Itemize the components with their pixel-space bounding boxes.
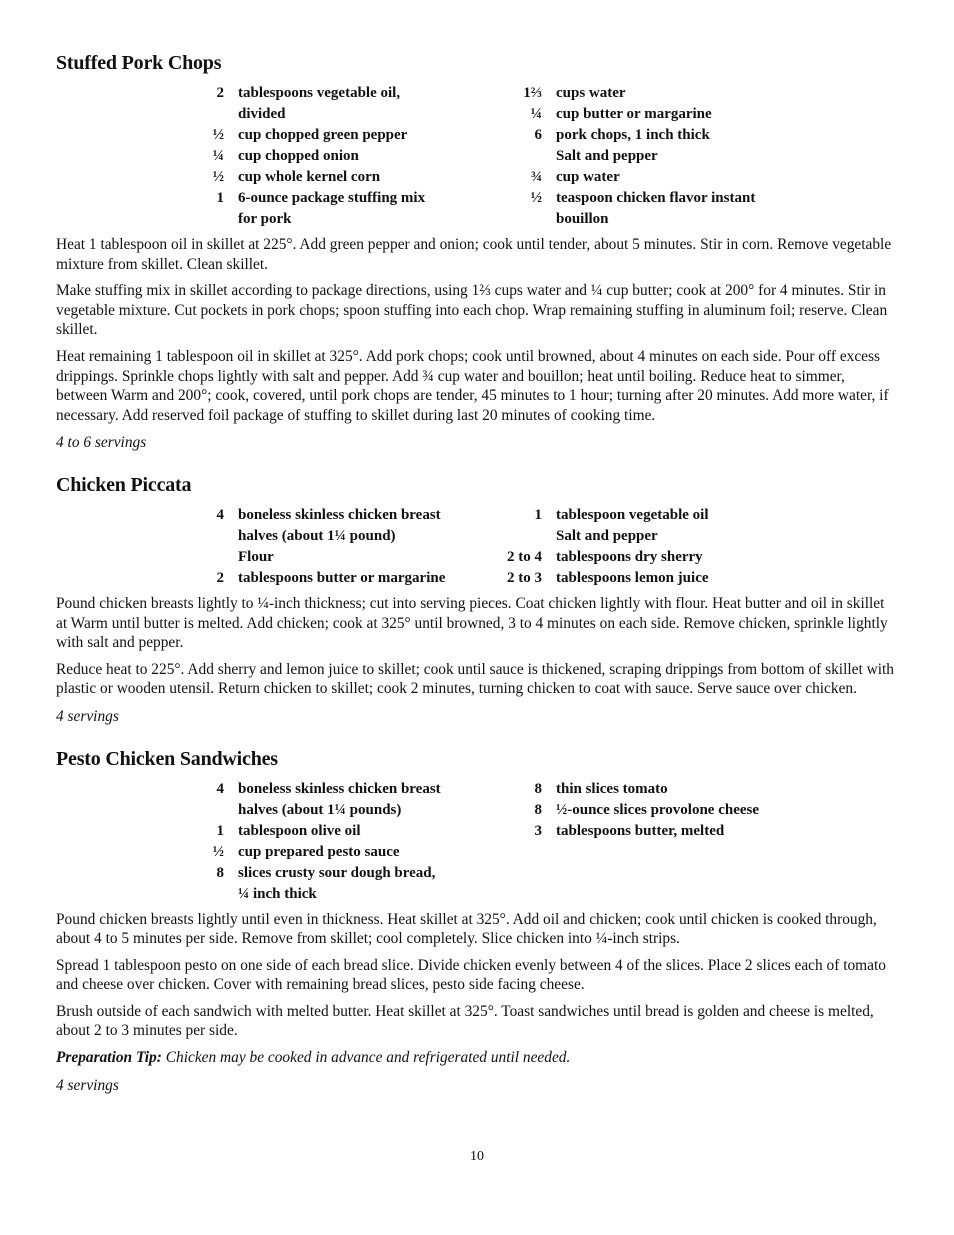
instruction-paragraph: Heat 1 tablespoon oil in skillet at 225°. Add green pepper and onion; cook until tender, about 5 minutes. Stir in corn. Remove vegetable mixture from skillet. Clean skillet. bbox=[56, 236, 892, 273]
ingredient-qty bbox=[504, 146, 542, 167]
recipe-title: Pesto Chicken Sandwiches bbox=[56, 747, 278, 770]
ingredient-item: cup chopped green pepper bbox=[238, 127, 408, 143]
servings-note: 4 servings bbox=[56, 1076, 119, 1094]
ingredient-column-left bbox=[196, 779, 504, 905]
ingredient-item: Salt and pepper bbox=[556, 148, 658, 164]
ingredient-row bbox=[504, 146, 824, 167]
recipe-stuffed-pork-chops bbox=[56, 50, 898, 453]
instruction-paragraph: Pound chicken breasts lightly until even in thickness. Heat skillet at 325°. Add oil and chicken; cook until chicken is cooked through, about 4 to 5 minutes per side. Remove from skillet; cool completely. Slice chicken into ¼-inch strips. bbox=[56, 910, 877, 948]
ingredient-qty: 2 to 3 bbox=[507, 569, 542, 586]
ingredient-qty: ½ bbox=[212, 169, 224, 185]
ingredient-qty: ½ bbox=[212, 843, 224, 860]
ingredient-item: tablespoons butter or margarine bbox=[238, 569, 446, 586]
ingredient-list bbox=[56, 779, 898, 905]
ingredient-item: boneless skinless chicken breast halves (about 1¼ pound) bbox=[238, 506, 441, 544]
instruction-paragraph: Spread 1 tablespoon pesto on one side of each bread slice. Divide chicken evenly between 4 of the slices. Place 2 slices each of tomato and cheese over chicken. Cover with remaining bread slices, pesto side facing cheese. bbox=[56, 956, 886, 994]
instruction-paragraph: Pound chicken breasts lightly to ¼-inch thickness; cut into serving pieces. Coat chicken lightly with flour. Heat butter and oil in skillet at Warm until butter is melted. Add chicken; cook at 325° until browned, 3 to 4 minutes on each side. Remove chicken, sprinkle lightly with salt and pepper. bbox=[56, 594, 888, 652]
ingredient-item: cup water bbox=[556, 169, 620, 185]
ingredient-item: cup butter or margarine bbox=[556, 106, 712, 122]
ingredient-qty: 8 bbox=[534, 801, 542, 818]
ingredient-qty: 2 to 4 bbox=[507, 548, 542, 565]
ingredient-qty: 3 bbox=[534, 822, 542, 839]
instruction-paragraph: Reduce heat to 225°. Add sherry and lemon juice to skillet; cook until sauce is thickened, scraping drippings from bottom of skillet with plastic or wooden utensil. Return chicken to skillet; cook 2 minutes, turning chicken to coat with sauce. Serve sauce over chicken. bbox=[56, 660, 894, 698]
recipe-title: Chicken Piccata bbox=[56, 473, 192, 496]
instruction-paragraph: Brush outside of each sandwich with melted butter. Heat skillet at 325°. Toast sandwiches until bread is golden and cheese is melted, about 2 to 3 minutes per side. bbox=[56, 1002, 874, 1040]
ingredient-item: cup chopped onion bbox=[238, 148, 359, 164]
ingredient-qty: ½ bbox=[530, 190, 542, 206]
ingredient-row bbox=[504, 821, 824, 842]
instruction-paragraph: Heat remaining 1 tablespoon oil in skillet at 325°. Add pork chops; cook until browned, about 4 minutes on each side. Pour off excess drippings. Sprinkle chops lightly with salt and pepper. Add ¾ cup water and bouillon; heat until boiling. Reduce heat to simmer, between Warm and 200°; cook, covered, until pork chops are tender, 45 minutes to 1 hour; turning after 20 minutes. Add more water, if necessary. Add reserved foil package of stuffing to skillet during last 20 minutes of cooking time. bbox=[56, 347, 889, 424]
ingredient-qty: 6 bbox=[534, 127, 542, 143]
ingredient-column-right bbox=[504, 83, 824, 230]
ingredient-item: slices crusty sour dough bread, ¼ inch thick bbox=[238, 864, 436, 902]
ingredient-qty bbox=[504, 526, 542, 547]
ingredient-column-left bbox=[196, 505, 504, 589]
recipe-page bbox=[56, 50, 898, 1114]
ingredient-qty: ¼ bbox=[530, 106, 542, 122]
ingredient-item: Flour bbox=[238, 548, 274, 565]
ingredient-row bbox=[504, 779, 824, 800]
ingredient-row bbox=[504, 167, 824, 188]
ingredient-item: cup prepared pesto sauce bbox=[238, 843, 400, 860]
preparation-tip bbox=[56, 1048, 898, 1068]
recipe-chicken-piccata bbox=[56, 472, 898, 727]
ingredient-qty: 4 bbox=[216, 506, 224, 523]
recipe-pesto-chicken-sandwiches bbox=[56, 746, 898, 1096]
ingredient-qty: 2 bbox=[216, 569, 224, 586]
ingredient-item: cup whole kernel corn bbox=[238, 169, 381, 185]
ingredient-row bbox=[196, 125, 504, 146]
ingredient-row bbox=[196, 505, 504, 547]
ingredient-item: cups water bbox=[556, 85, 626, 101]
tip-label: Preparation Tip: bbox=[56, 1049, 162, 1067]
ingredient-row bbox=[196, 568, 504, 589]
page-number: 10 bbox=[470, 1149, 484, 1164]
servings-note: 4 servings bbox=[56, 707, 119, 725]
tip-text: Chicken may be cooked in advance and refrigerated until needed. bbox=[165, 1049, 571, 1067]
servings-note: 4 to 6 servings bbox=[56, 434, 147, 452]
ingredient-qty: ¾ bbox=[530, 169, 542, 185]
ingredient-row bbox=[196, 146, 504, 167]
ingredient-row bbox=[504, 125, 824, 146]
instruction-paragraph: Make stuffing mix in skillet according to package directions, using 1⅔ cups water and ¼ cup butter; cook at 200° for 4 minutes. Stir in vegetable mixture. Cut pockets in pork chops; spoon stuffing into each chop. Wrap remaining stuffing in aluminum foil; reserve. Clean skillet. bbox=[56, 282, 888, 339]
ingredient-item: teaspoon chicken flavor instant bouillon bbox=[556, 190, 756, 227]
ingredient-item: tablespoons dry sherry bbox=[556, 548, 703, 565]
ingredient-item: tablespoons vegetable oil, divided bbox=[238, 85, 401, 122]
ingredient-qty bbox=[196, 547, 224, 568]
ingredient-qty: 2 bbox=[216, 85, 224, 101]
ingredient-column-right bbox=[504, 505, 824, 589]
ingredient-row bbox=[504, 568, 824, 589]
ingredient-row bbox=[196, 779, 504, 821]
ingredient-row bbox=[504, 505, 824, 526]
ingredient-qty: 4 bbox=[216, 780, 224, 797]
ingredient-item: boneless skinless chicken breast halves (about 1¼ pounds) bbox=[238, 780, 441, 818]
ingredient-list bbox=[56, 505, 898, 589]
ingredient-qty: 1⅔ bbox=[523, 85, 542, 101]
ingredient-list bbox=[56, 83, 898, 230]
ingredient-column-right bbox=[504, 779, 824, 905]
ingredient-row bbox=[196, 821, 504, 842]
ingredient-row bbox=[196, 842, 504, 863]
ingredient-item: 6-ounce package stuffing mix for pork bbox=[238, 190, 426, 227]
ingredient-item: tablespoons lemon juice bbox=[556, 569, 709, 586]
ingredient-qty: ½ bbox=[212, 127, 224, 143]
ingredient-item: Salt and pepper bbox=[556, 527, 658, 544]
ingredient-column-left bbox=[196, 83, 504, 230]
ingredient-qty: 1 bbox=[534, 506, 542, 523]
ingredient-row bbox=[504, 800, 824, 821]
ingredient-qty: 8 bbox=[534, 780, 542, 797]
ingredient-item: tablespoon vegetable oil bbox=[556, 506, 709, 523]
ingredient-row bbox=[504, 188, 824, 230]
ingredient-row bbox=[196, 188, 504, 230]
ingredient-item: tablespoons butter, melted bbox=[556, 822, 725, 839]
ingredient-item: pork chops, 1 inch thick bbox=[556, 127, 710, 143]
ingredient-qty: 8 bbox=[216, 864, 224, 881]
ingredient-row bbox=[196, 167, 504, 188]
ingredient-item: thin slices tomato bbox=[556, 780, 668, 797]
ingredient-qty: 1 bbox=[216, 190, 224, 206]
ingredient-item: ½-ounce slices provolone cheese bbox=[556, 801, 760, 818]
ingredient-qty: ¼ bbox=[212, 148, 224, 164]
ingredient-row bbox=[196, 83, 504, 125]
ingredient-row bbox=[504, 526, 824, 547]
ingredient-row bbox=[504, 83, 824, 104]
ingredient-row bbox=[504, 547, 824, 568]
recipe-title: Stuffed Pork Chops bbox=[56, 52, 222, 74]
ingredient-qty: 1 bbox=[216, 822, 224, 839]
ingredient-row bbox=[196, 547, 504, 568]
ingredient-row bbox=[196, 863, 504, 905]
ingredient-item: tablespoon olive oil bbox=[238, 822, 361, 839]
ingredient-row bbox=[504, 104, 824, 125]
